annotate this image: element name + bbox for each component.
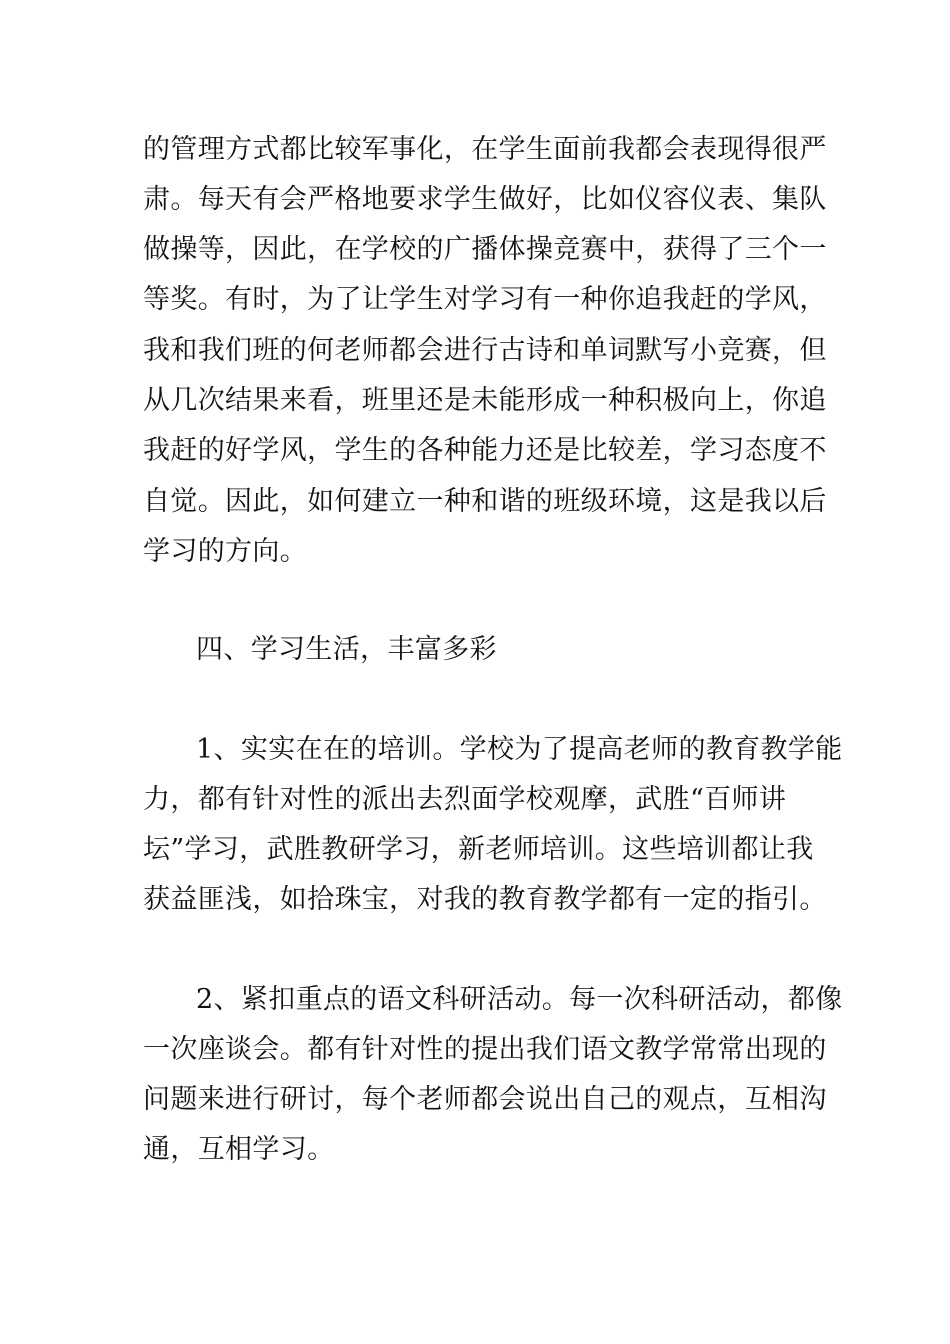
- paragraph-line: 坛”学习，武胜教研学习，新老师培训。这些培训都让我: [143, 834, 814, 865]
- paragraph-line: 1、实实在在的培训。学校为了提高老师的教育教学能: [196, 734, 843, 765]
- paragraph-line: 问题来进行研讨，每个老师都会说出自己的观点，互相沟: [143, 1084, 827, 1115]
- paragraph-line: 肃。每天有会严格地要求学生做好，比如仪容仪表、集队: [143, 184, 827, 215]
- paragraph-line: 我和我们班的何老师都会进行古诗和单词默写小竞赛，但: [143, 335, 827, 366]
- paragraph-line: 通，互相学习。: [143, 1134, 335, 1165]
- paragraph-line: 做操等，因此，在学校的广播体操竞赛中，获得了三个一: [143, 234, 827, 265]
- paragraph-line: 自觉。因此，如何建立一种和谐的班级环境，这是我以后: [143, 486, 827, 517]
- paragraph-line: 学习的方向。: [143, 536, 308, 567]
- paragraph-line: 力，都有针对性的派出去烈面学校观摩，武胜“百师讲: [143, 784, 787, 815]
- paragraph-line: 等奖。有时，为了让学生对学习有一种你追我赶的学风，: [143, 284, 827, 315]
- paragraph-line: 一次座谈会。都有针对性的提出我们语文教学常常出现的: [143, 1034, 827, 1065]
- section-heading: 四、学习生活，丰富多彩: [196, 634, 497, 665]
- paragraph-line: 我赶的好学风，学生的各种能力还是比较差，学习态度不: [143, 435, 827, 466]
- paragraph-line: 从几次结果来看，班里还是未能形成一种积极向上，你追: [143, 385, 827, 416]
- paragraph-line: 获益匪浅，如拾珠宝，对我的教育教学都有一定的指引。: [143, 884, 827, 915]
- paragraph-line: 的管理方式都比较军事化，在学生面前我都会表现得很严: [143, 134, 827, 165]
- paragraph-line: 2、紧扣重点的语文科研活动。每一次科研活动，都像: [196, 984, 843, 1015]
